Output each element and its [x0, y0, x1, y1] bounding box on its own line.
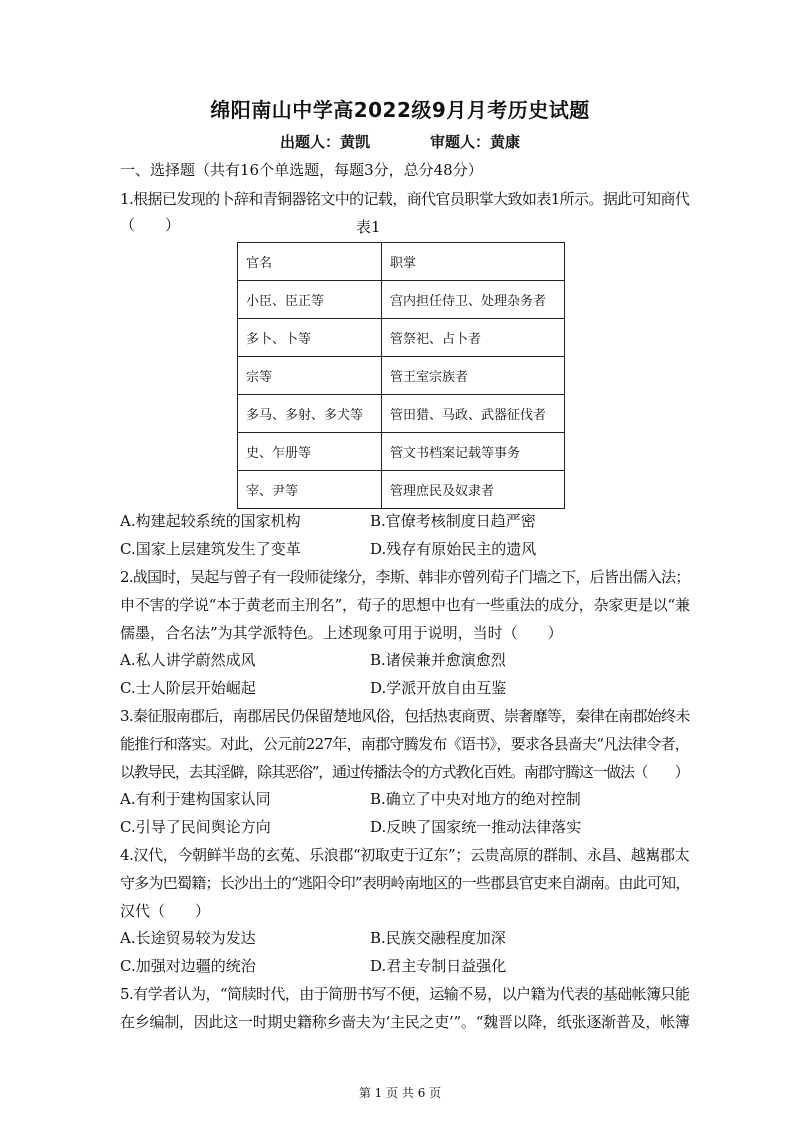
- q3-option-c: C.引导了民间舆论方向: [120, 818, 271, 836]
- q4-option-c: C.加强对边疆的统治: [120, 957, 256, 975]
- table-cell: 宰、尹等: [238, 471, 382, 509]
- section-heading: 一、选择题（共有16个单选题，每题3分，总分48分）: [120, 161, 483, 179]
- q2-option-b: B.诸侯兼并愈演愈烈: [370, 651, 506, 669]
- q1-option-c: C.国家上层建筑发生了变革: [120, 540, 301, 558]
- q3-option-d: D.反映了国家统一推动法律落实: [370, 818, 582, 836]
- table-cell: 官名: [238, 243, 382, 281]
- table-row: [238, 319, 565, 357]
- q4-stem-line: 4.汉代，今朝鲜半岛的玄菟、乐浪郡“初取吏于辽东”；云贵高原的群制、永昌、越嶲郡太: [120, 846, 690, 864]
- reviewer-label: 审题人：黄康: [430, 133, 521, 151]
- table-cell: 宫内担任侍卫、处理杂务者: [382, 281, 565, 319]
- q2-stem-line: 2.战国时，吴起与曾子有一段师徒缘分，李斯、韩非亦曾列荀子门墙之下，后皆出儒入法；: [120, 568, 690, 586]
- table-cell: 管文书档案记载等事务: [382, 433, 565, 471]
- q3-stem-line: 以教导民，去其淫僻，除其恶俗”，通过传播法令的方式教化百姓。南郡守腾这一做法（ ）: [120, 763, 689, 781]
- q5-stem-line: 在乡编制，因此这一时期史籍称乡啬夫为‘主民之吏’”。“魏晋以降，纸张逐渐普及，帐簿: [120, 1013, 690, 1031]
- table-row: [238, 433, 565, 471]
- q2-option-d: D.学派开放自由互鉴: [370, 679, 507, 697]
- q1-option-a: A.构建起较系统的国家机构: [120, 512, 301, 530]
- table-cell: 小臣、臣正等: [238, 281, 382, 319]
- table-row: [238, 357, 565, 395]
- table-row: [238, 243, 565, 281]
- q2-stem-line: 申不害的学说“本于黄老而主刑名”，荀子的思想中也有一些重法的成分，杂家更是以“兼: [120, 596, 690, 614]
- table-cell: 宗等: [238, 357, 382, 395]
- q3-stem-line: 3.秦征服南郡后，南郡居民仍保留楚地风俗，包括热衷商贾、崇奢靡等，秦律在南郡始终未: [120, 707, 690, 725]
- table-cell: 管田猎、马政、武器征伐者: [382, 395, 565, 433]
- q4-stem-line: 守多为巴蜀籍；长沙出土的“逃阳令印”表明岭南地区的一些郡县官吏来自湖南。由此可知，: [120, 874, 690, 892]
- q1-option-d: D.残存有原始民主的遗风: [370, 540, 537, 558]
- q4-option-b: B.民族交融程度加深: [370, 929, 506, 947]
- page-footer: 第 1 页 共 6 页: [358, 1086, 442, 1100]
- q5-stem-line: 5.有学者认为，“简牍时代，由于简册书写不便，运输不易，以户籍为代表的基础帐簿只能: [120, 985, 690, 1003]
- table-cell: 管祭祀、占卜者: [382, 319, 565, 357]
- table-row: [238, 281, 565, 319]
- q3-option-b: B.确立了中央对地方的绝对控制: [370, 790, 581, 808]
- table-caption: 表1: [356, 218, 381, 236]
- table-row: [238, 395, 565, 433]
- table-cell: 多马、多射、多犬等: [238, 395, 382, 433]
- table-cell: 职掌: [382, 243, 565, 281]
- q4-stem-line: 汉代（ ）: [120, 902, 211, 920]
- q3-stem-line: 能推行和落实。对此，公元前227年，南郡守腾发布《语书》，要求各县啬夫“凡法律令者，: [120, 735, 690, 753]
- q1-stem-line: （ ）: [120, 216, 181, 234]
- q2-option-c: C.士人阶层开始崛起: [120, 679, 256, 697]
- table-cell: 管王室宗族者: [382, 357, 565, 395]
- official-duties-table: [237, 242, 565, 509]
- q2-option-a: A.私人讲学蔚然成风: [120, 651, 256, 669]
- table-cell: 史、乍册等: [238, 433, 382, 471]
- q4-option-d: D.君主专制日益强化: [370, 957, 507, 975]
- q2-stem-line: 儒墨，合名法”为其学派特色。上述现象可用于说明，当时（ ）: [120, 624, 563, 642]
- q1-option-b: B.官僚考核制度日趋严密: [370, 512, 536, 530]
- author-line: [0, 131, 800, 152]
- q3-option-a: A.有利于建构国家认同: [120, 790, 271, 808]
- q1-stem-line: 1.根据已发现的卜辞和青铜器铭文中的记载，商代官员职掌大致如表1所示。据此可知商代: [120, 190, 690, 208]
- table-row: [238, 471, 565, 509]
- table-cell: 管理庶民及奴隶者: [382, 471, 565, 509]
- q4-option-a: A.长途贸易较为发达: [120, 929, 256, 947]
- setter-label: 出题人：黄凯: [279, 133, 370, 151]
- exam-title: 绵阳南山中学高2022级9月月考历史试题: [210, 98, 590, 122]
- table-cell: 多卜、卜等: [238, 319, 382, 357]
